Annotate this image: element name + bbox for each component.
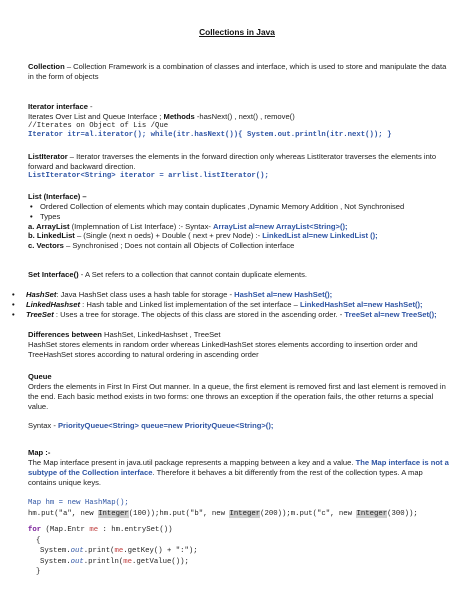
code-token-integer: Integer xyxy=(356,509,388,518)
map-body-b: . Therefore it behaves a bit differently from the rest of the collection types. A map contains unique keys. xyxy=(28,467,423,487)
map-code-for xyxy=(28,525,452,536)
code-token-integer: Integer xyxy=(229,509,261,518)
iterator-dash: - xyxy=(87,102,93,111)
arraylist-text: (Implemnation of List Interface) :- Syntax- xyxy=(69,221,214,231)
code-token: System. xyxy=(40,557,71,566)
iterator-methods-b: -hasNext() , next() , remove() xyxy=(194,111,295,121)
listiterator-section xyxy=(28,152,452,181)
set-item-code: HashSet al=new HashSet(); xyxy=(234,290,333,299)
map-heading: Map :- xyxy=(28,448,51,457)
set-text: - A Set refers to a collection that cannot contain duplicate elements. xyxy=(78,270,308,279)
set-item-treeset xyxy=(12,310,462,320)
code-token-variable: me xyxy=(123,557,132,566)
iterator-heading: Iterator interface xyxy=(28,102,88,111)
differences-text: HashSet, LinkedHashset , TreeSet xyxy=(101,330,221,339)
code-token: hm.put("a", new xyxy=(28,509,99,518)
list-heading: List (Interface) – xyxy=(28,192,87,201)
vectors-text: – Synchronised ; Does not contain all Objects of Collection interface xyxy=(63,241,295,251)
linkedlist-text: – (Single (next n oeds) + Double ( next + prev Node) :- xyxy=(74,231,263,241)
code-token: (100));hm.put("b", new xyxy=(128,509,230,518)
list-bullet: • Ordered Collection of elements which may contain duplicates ,Dynamic Memory Addition , Not Synchronised xyxy=(28,202,452,212)
collection-paragraph xyxy=(28,62,452,82)
differences-heading: Differences between xyxy=(28,330,102,339)
queue-section xyxy=(28,372,452,431)
page-title: Collections in Java xyxy=(199,27,275,37)
arraylist-code: ArrayList al=new ArrayList<String>(); xyxy=(213,221,348,231)
map-code-block xyxy=(28,498,452,578)
set-item-text: : Hash table and Linked list implementation of the set interface – xyxy=(80,299,300,309)
map-section xyxy=(28,448,452,487)
set-item-linkedhashset xyxy=(12,300,462,310)
code-token: (200));m.put("c", new xyxy=(260,509,357,518)
set-item-hashset xyxy=(12,290,462,300)
code-token-variable: me xyxy=(114,547,124,556)
code-token-out: out xyxy=(70,557,84,566)
set-item-label: HashSet xyxy=(26,290,57,299)
code-token: : hm.entrySet()) xyxy=(98,526,173,535)
map-code-decl: Map hm = new HashMap(); xyxy=(28,499,129,507)
code-token-variable: me xyxy=(89,526,99,535)
linkedlist-label: b. LinkedList xyxy=(28,231,75,241)
code-token: System. xyxy=(40,547,71,556)
iterator-methods-label: Methods xyxy=(163,111,195,121)
iterator-methods-a: Iterates Over List and Queue Interface ; xyxy=(28,111,164,121)
linkedlist-code: LinkedList al=new LinkedList (); xyxy=(262,231,378,241)
iterator-code-comment: //Iterates on Object of Lis /Que xyxy=(28,121,169,130)
differences-section xyxy=(28,330,452,360)
list-bullet: • Types xyxy=(28,212,452,222)
iterator-code-line: Iterator itr=al.iterator(); while(itr.hasNext()){ System.out.println(itr.next()); } xyxy=(28,131,392,140)
code-token-keyword: for xyxy=(28,526,42,535)
set-item-label: LinkedHashset xyxy=(26,299,81,309)
collection-text: – Collection Framework is a combination of classes and interface, which is used to store and manipulate the data in the form of objects xyxy=(28,62,447,81)
list-section xyxy=(28,192,452,251)
code-token: .getValue()); xyxy=(131,557,189,566)
queue-syntax-label: Syntax - xyxy=(28,421,58,431)
queue-body: Orders the elements in First In First Out manner. In a queue, the first element is removed first and last element is removed in the end. Each basic method exists in two forms: one throws an exception if the operation fails, the other returns a special value. xyxy=(28,381,446,411)
map-code-brace-close: } xyxy=(36,568,41,577)
listiterator-code: ListIterator<String> iterator = arrlist.listIterator(); xyxy=(28,171,269,180)
code-token: (300)); xyxy=(387,509,418,518)
set-item-label: TreeSet xyxy=(26,309,54,319)
code-token: .print( xyxy=(83,547,115,556)
set-item-code: LinkedHashSet al=new HashSet(); xyxy=(299,299,423,309)
vectors-label: c. Vectors xyxy=(28,241,64,251)
set-heading: Set Interface() xyxy=(28,270,79,279)
queue-syntax-code: PriorityQueue<String> queue=new PriorityQueue<String>(); xyxy=(57,421,274,431)
code-token-out: out xyxy=(70,547,84,556)
differences-body: HashSet stores elements in random order whereas LinkedHashSet stores elements according to insertion order and TreeHashSet stores according to natural ordering in ascending order xyxy=(28,339,418,359)
set-intro xyxy=(28,270,452,280)
map-code-print-value xyxy=(28,557,452,568)
arraylist-label: a. ArrayList xyxy=(28,221,70,231)
map-body-highlight: The Map interface is not a subtype of the Collection interface xyxy=(28,457,449,477)
iterator-section xyxy=(28,102,452,141)
collection-term: Collection xyxy=(28,62,65,71)
listiterator-term: ListIterator xyxy=(28,152,68,161)
code-token: .println( xyxy=(83,557,124,566)
queue-heading: Queue xyxy=(28,372,52,381)
code-token: (Map.Entr xyxy=(41,526,90,535)
set-item-code: TreeSet al=new TreeSet(); xyxy=(344,309,437,319)
listiterator-text: – Iterator traverses the elements in the forward direction only whereas ListIterator traverses the elements into forward and backward direction. xyxy=(28,152,437,171)
map-code-put xyxy=(28,509,452,520)
map-code-brace-open: { xyxy=(36,536,41,545)
code-token: .getKey() + ":"); xyxy=(123,547,198,556)
map-body-a: The Map interface present in java.util package represents a mapping between a key and a value. xyxy=(28,457,356,467)
set-list xyxy=(12,290,462,320)
set-item-text: : Uses a tree for storage. The objects of this class are stored in the ascending order. - xyxy=(53,309,345,319)
code-token-integer: Integer xyxy=(98,509,129,518)
map-code-print-key xyxy=(28,546,452,557)
set-item-text: : Java HashSet class uses a hash table for storage - xyxy=(56,290,235,299)
